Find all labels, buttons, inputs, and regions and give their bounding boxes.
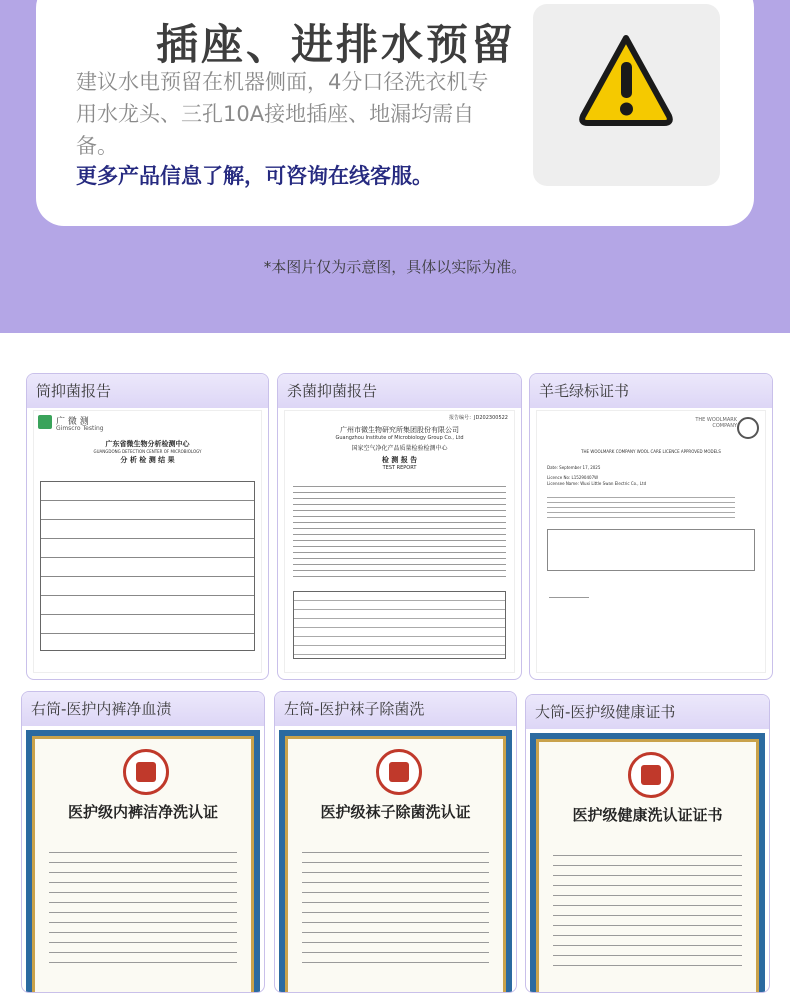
doc-date: Date: September 17, 2025 [547,465,601,470]
org-name-en: Guangzhou Institute of Microbiology Group Co., Ltd [335,435,464,441]
doc-title: 检 测 报 告 [381,456,418,464]
org-name-en: GUANGDONG DETECTION CENTER OF MICROBIOLOGY [93,449,202,454]
panel-sterilization-report [277,373,522,680]
warning-box [533,4,720,186]
panel-label: 筒抑菌报告 [27,374,268,408]
disclaimer-text: *本图片仅为示意图，具体以实际为准。 [263,258,527,276]
certificate-text-lines [302,843,489,963]
card-emphasis: 更多产品信息了解，可咨询在线客服。 [76,164,433,188]
certificate-title: 医护级内裤洁净洗认证 [67,803,218,821]
panel-label: 左筒-医护袜子除菌洗 [275,692,516,726]
doc-title-en: TEST REPORT [382,465,417,471]
sterilization-report-document [284,410,515,673]
certificate-frame [26,730,260,992]
certificate-text-lines [553,846,742,966]
gimscro-logo-icon [38,415,52,429]
org-name: 广州市微生物研究所集团股份有限公司 [340,426,459,434]
panel-tube-antibacterial-report [26,373,269,680]
result-table [40,481,255,651]
antibacterial-report-document [33,410,262,673]
warning-triangle-icon [533,4,720,186]
body-lines [547,493,735,519]
report-number: 报告编号：JD202300522 [449,415,508,421]
result-table [293,591,506,659]
info-card [36,0,754,226]
card-title: 插座、进排水预留 [156,20,517,69]
center-name: 国家空气净化产品质量检验检测中心 [351,445,448,452]
certificate-text-lines [49,843,237,963]
certification-seal-icon [376,749,422,795]
certificate-title: 医护级健康洗认证证书 [572,806,723,824]
certificate-frame [279,730,512,992]
certificate-title: 医护级袜子除菌洗认证 [320,803,471,821]
report-text-block [293,481,506,581]
signature [549,583,589,598]
panel-woolmark-certificate [529,373,773,680]
certification-seal-icon [628,752,674,798]
licence-number: Licence No: L15290407W [547,475,599,480]
org-name: 广东省微生物分析检测中心 [105,440,190,448]
panel-label: 羊毛绿标证书 [530,374,772,408]
top-band [0,0,790,333]
certification-seal-icon [123,749,169,795]
woolmark-brand: THE WOOLMARK COMPANY [695,417,737,429]
licensee-name: Licensee Name: Wuxi Little Swan Electric Co., Ltd [547,481,647,486]
certificate-frame [530,733,765,992]
doc-title: THE WOOLMARK COMPANY WOOL CARE LICENCE APPROVED MODELS [581,449,721,454]
models-table [547,529,755,571]
woolmark-logo-icon [737,417,759,439]
panel-large-tube-certificate [525,694,770,993]
card-body: 建议水电预留在机器侧面，4分口径洗衣机专用水龙头、三孔10A接地插座、地漏均需自备。 [76,70,489,158]
panel-right-tube-certificate [21,691,265,993]
panel-label: 右筒-医护内裤净血渍 [22,692,264,726]
doc-title: 分 析 检 测 结 果 [120,456,175,464]
panel-label: 大筒-医护级健康证书 [526,695,769,729]
panel-label: 杀菌抑菌报告 [278,374,521,408]
org-logo-en: Gimscro Testing [56,425,104,432]
org-logo-text: 广 微 测 [56,417,89,427]
panel-left-tube-certificate [274,691,517,993]
woolmark-document [536,410,766,673]
